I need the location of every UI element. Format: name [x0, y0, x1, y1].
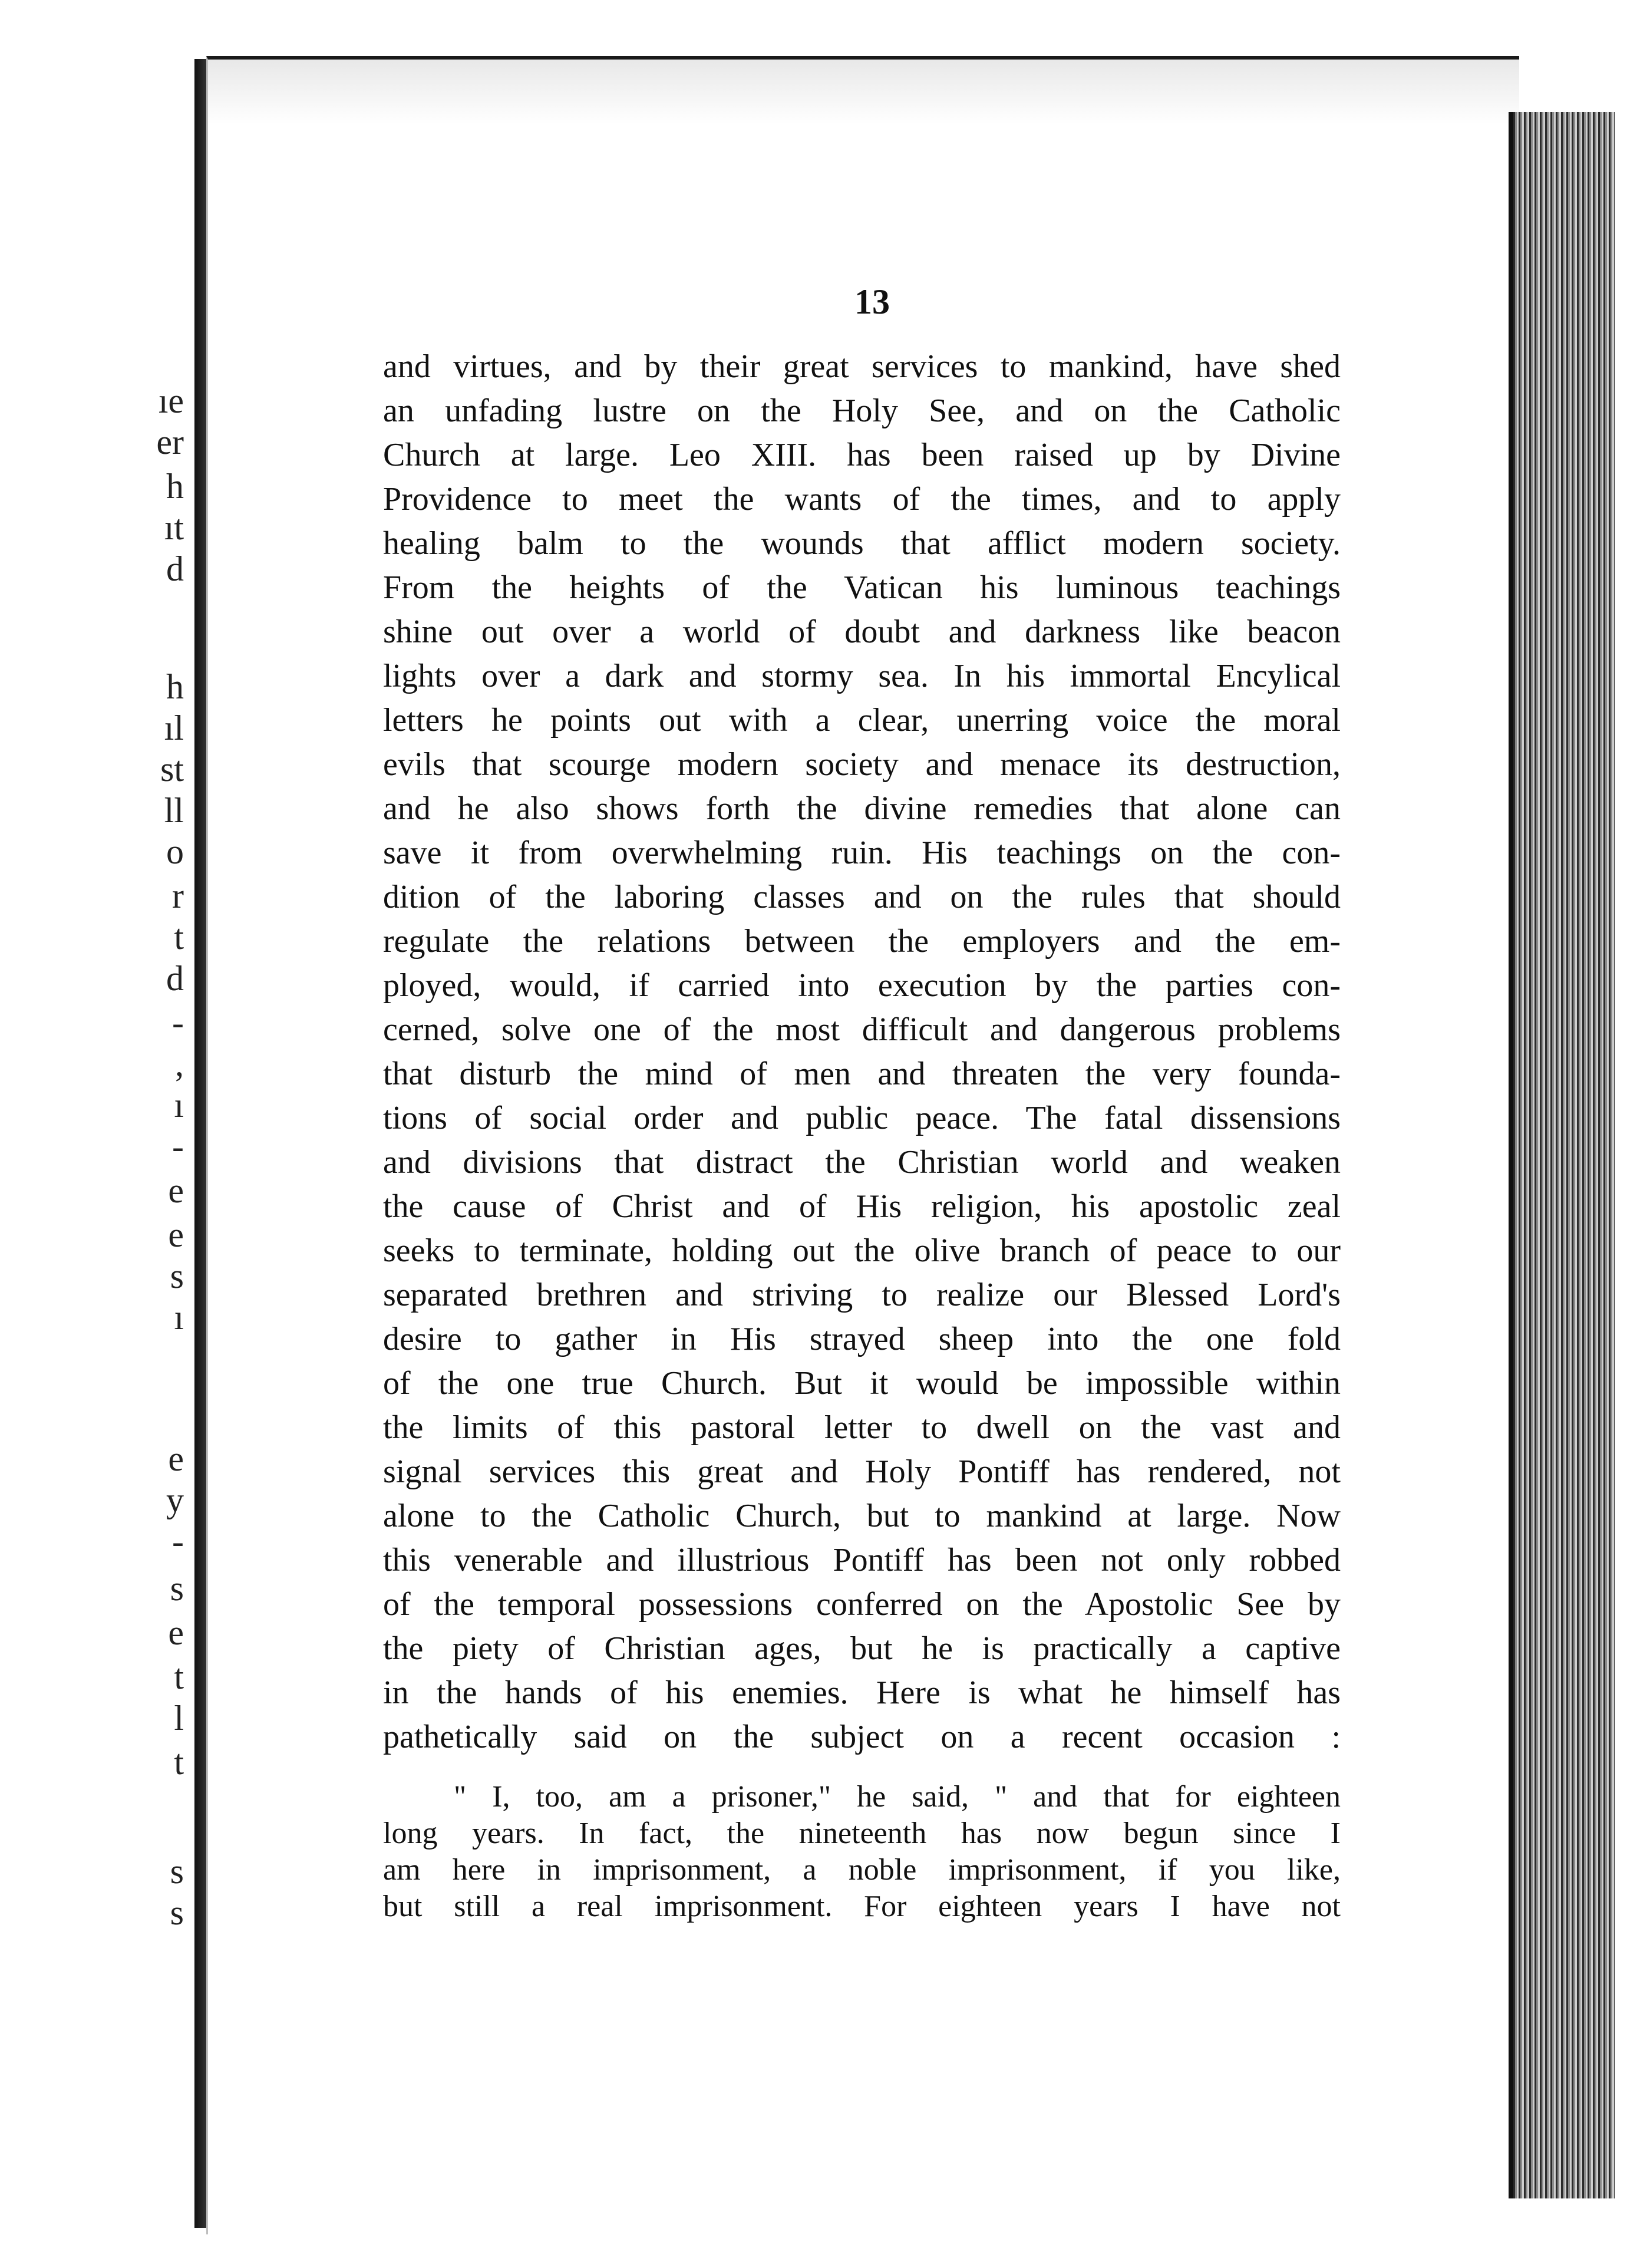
body-line: this venerable and illustrious Pontiff has been not only robbed [383, 1542, 1341, 1578]
facing-page-fragment: t [174, 1743, 184, 1782]
page-edges-background [1615, 112, 1650, 2198]
body-line: and divisions that distract the Christian world and weaken [383, 1144, 1341, 1181]
facing-page-fragment: t [174, 918, 184, 957]
body-line: pathetically said on the subject on a recent occasion : [383, 1719, 1341, 1755]
facing-page-fragment: s [170, 1569, 184, 1608]
body-line: healing balm to the wounds that afflict modern society. [383, 525, 1341, 562]
body-line: letters he points out with a clear, unerring voice the moral [383, 702, 1341, 739]
facing-page-fragment: d [166, 959, 184, 998]
facing-page-fragment: s [170, 1893, 184, 1932]
body-line: signal services this great and Holy Pontiff has rendered, not [383, 1453, 1341, 1490]
body-line: From the heights of the Vatican his luminous teachings [383, 569, 1341, 606]
facing-page-fragment: l [174, 1699, 184, 1738]
facing-page-fragment: - [172, 1522, 184, 1561]
body-line: tions of social order and public peace. The fatal dissensions [383, 1100, 1341, 1136]
facing-page-fragment: s [170, 1852, 184, 1891]
body-line: in the hands of his enemies. Here is what he himself has [383, 1674, 1341, 1711]
facing-page-fragment: er [156, 423, 184, 461]
body-line: the limits of this pastoral letter to dwell on the vast and [383, 1409, 1341, 1446]
facing-page-fragment: e [168, 1613, 184, 1652]
body-line: separated brethren and striving to realize our Blessed Lord's [383, 1277, 1341, 1313]
body-line: desire to gather in His strayed sheep into the one fold [383, 1321, 1341, 1357]
facing-page-fragment: h [166, 467, 184, 506]
quote-line: am here in imprisonment, a noble imprisonment, if you like, [383, 1853, 1341, 1887]
body-line: seeks to terminate, holding out the olive branch of peace to our [383, 1232, 1341, 1269]
body-line: Providence to meet the wants of the times, and to apply [383, 481, 1341, 517]
page-number: 13 [854, 282, 890, 321]
facing-page-fragment: o [166, 832, 184, 871]
body-line: of the temporal possessions conferred on the Apostolic See by [383, 1586, 1341, 1623]
body-line: save it from overwhelming ruin. His teachings on the con- [383, 835, 1341, 871]
facing-page-fragment: t [174, 1657, 184, 1696]
facing-page-fragment: ı [174, 1298, 184, 1337]
quote-line: but still a real imprisonment. For eighteen years I have not [383, 1890, 1341, 1923]
body-line: cerned, solve one of the most difficult and dangerous problems [383, 1011, 1341, 1048]
facing-page-fragment: ı [174, 1086, 184, 1125]
facing-page-fragment: r [172, 876, 184, 915]
facing-page-edge [0, 112, 197, 2210]
facing-page-fragment: e [168, 1171, 184, 1210]
body-text [383, 345, 1341, 1759]
body-line: shine out over a world of doubt and darkness like beacon [383, 614, 1341, 650]
facing-page-fragment: y [166, 1481, 184, 1519]
quote-line: " I, too, am a prisoner," he said, " and that for eighteen [454, 1780, 1341, 1814]
facing-page-fragment: ll [164, 791, 184, 830]
body-line: that disturb the mind of men and threaten the very founda- [383, 1056, 1341, 1092]
body-line: an unfading lustre on the Holy See, and on the Catholic [383, 393, 1341, 429]
body-line: evils that scourge modern society and menace its destruction, [383, 746, 1341, 783]
facing-page-fragment: - [172, 1127, 184, 1166]
body-line: lights over a dark and stormy sea. In his immortal Encylical [383, 658, 1341, 694]
facing-page-fragment: e [168, 1215, 184, 1254]
body-line: regulate the relations between the employers and the em- [383, 923, 1341, 960]
facing-page-fragment: st [160, 750, 184, 789]
body-line: of the one true Church. But it would be impossible within [383, 1365, 1341, 1402]
body-line: and virtues, and by their great services to mankind, have shed [383, 348, 1341, 385]
facing-page-fragment: , [175, 1044, 184, 1083]
body-line: alone to the Catholic Church, but to mankind at large. Now [383, 1498, 1341, 1534]
facing-page-fragment: ıe [158, 381, 184, 420]
facing-page-fragment: s [170, 1257, 184, 1295]
quotation-text [383, 1779, 1341, 1925]
body-line: Church at large. Leo XIII. has been raised up by Divine [383, 437, 1341, 473]
quote-line: long years. In fact, the nineteenth has now begun since I [383, 1817, 1341, 1850]
body-line: dition of the laboring classes and on the rules that should [383, 879, 1341, 915]
body-line: and he also shows forth the divine remedies that alone can [383, 790, 1341, 827]
facing-page-fragment: e [168, 1439, 184, 1478]
facing-page-fragment: h [166, 667, 184, 706]
body-line: the cause of Christ and of His religion, his apostolic zeal [383, 1188, 1341, 1225]
facing-page-text-fragments [0, 112, 194, 2210]
facing-page-fragment: ıt [164, 508, 184, 547]
page-top-shadow [208, 60, 1519, 124]
facing-page-fragment: - [172, 1003, 184, 1042]
facing-page-fragment: ıl [164, 708, 184, 747]
body-line: ployed, would, if carried into execution by the parties con- [383, 967, 1341, 1004]
body-line: the piety of Christian ages, but he is practically a captive [383, 1630, 1341, 1667]
facing-page-fragment: d [166, 549, 184, 588]
